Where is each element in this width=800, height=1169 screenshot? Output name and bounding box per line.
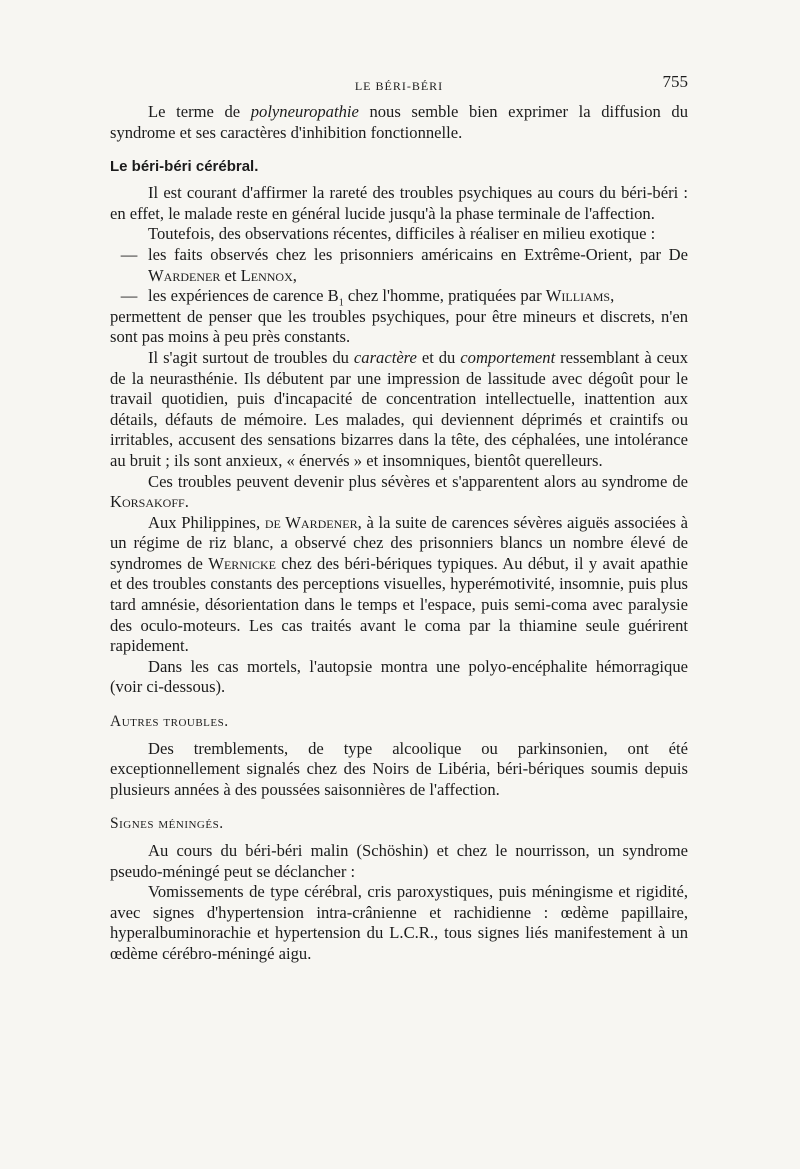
paragraph: Aux Philippines, de Wardener, à la suite de carences sévères aiguës associées à un régime de riz blanc, a observé chez des prisonniers blancs un nombre élevé de syndromes de Wernicke chez des béri-bériques typiques. Au début, il y avait apathie et des troubles constants des perceptions visuelles, hyperémotivité, insomnie, puis plus tard amnésie, désorientation dans le temps et l'espace, puis semi-coma avec paralysie des oculo-moteurs. Les cas traités avant le coma par la thiamine seule guérirent rapidement. [110,512,688,656]
page-number: 755 [662,72,688,91]
paragraph: permettent de penser que les troubles psychiques, pour être mineurs et discrets, n'en sont pas moins à peu près constants. [110,306,688,347]
section-heading-cerebral: Le béri-béri cérébral. [110,158,259,176]
paragraph: Il s'agit surtout de troubles du caractère et du comportement ressemblant à ceux de la neurasthénie. Ils débutent par une impression de lassitude avec dégoût pour le travail quotidien, puis d'incapacité de concentration intellectuelle, inattention aux détails, défauts de mémoire. Les malades, qui deviennent déprimés et craintifs ou irritables, accusent des sensations bizarres dans la tête, des céphalées, une intolérance au bruit ; ils sont anxieux, « énervés » et insomniques, bientôt querelleurs. [110,347,688,470]
dash-list-item: — les expériences de carence $B_1$ chez l'homme, pratiquées par Williams, [120,286,615,309]
section-heading-meninges: Signes méningés. [110,815,224,833]
section-heading-autres: Autres troubles. [110,713,229,731]
intro-paragraph: Le terme de polyneuropathie nous semble bien exprimer la diffusion du syndrome et ses caractères d'inhibition fonctionnelle. [110,102,688,142]
paragraph: Il est courant d'affirmer la rareté des troubles psychiques au cours du béri-béri : en effet, le malade reste en général lucide jusqu'à la phase terminale de l'affection. [110,183,688,223]
paragraph: Ces troubles peuvent devenir plus sévères et s'apparentent alors au syndrome de Korsakoff. [110,471,688,512]
paragraph: Au cours du béri-béri malin (Schöshin) et chez le nourrisson, un syndrome pseudo-méningé peut se déclancher : [110,841,688,881]
running-head [110,72,688,102]
dash-list-item: — les faits observés chez les prisonniers américains en Extrême-Orient, par De Wardener et Lennox, [120,244,688,285]
paragraph: Dans les cas mortels, l'autopsie montra une polyo-encéphalite hémorragique (voir ci-dessous). [110,656,688,697]
paragraph: Toutefois, des observations récentes, difficiles à réaliser en milieu exotique : [148,224,656,244]
book-page [110,72,688,965]
paragraph: Vomissements de type cérébral, cris paroxystiques, puis méningisme et rigidité, avec signes d'hypertension intra-crânienne et rachidienne : œdème papillaire, hyperalbuminorachie et hypertension du L.C.R., tous signes liés manifestement à un œdème cérébro-méningé aigu. [110,882,688,963]
running-title: LE BÉRI-BÉRI [354,79,444,93]
paragraph: Des tremblements, de type alcoolique ou parkinsonien, ont été exceptionnellement signalés chez des Noirs de Libéria, béri-bériques soumis depuis plusieurs années à des poussées saisonnières de l'affection. [110,738,688,799]
